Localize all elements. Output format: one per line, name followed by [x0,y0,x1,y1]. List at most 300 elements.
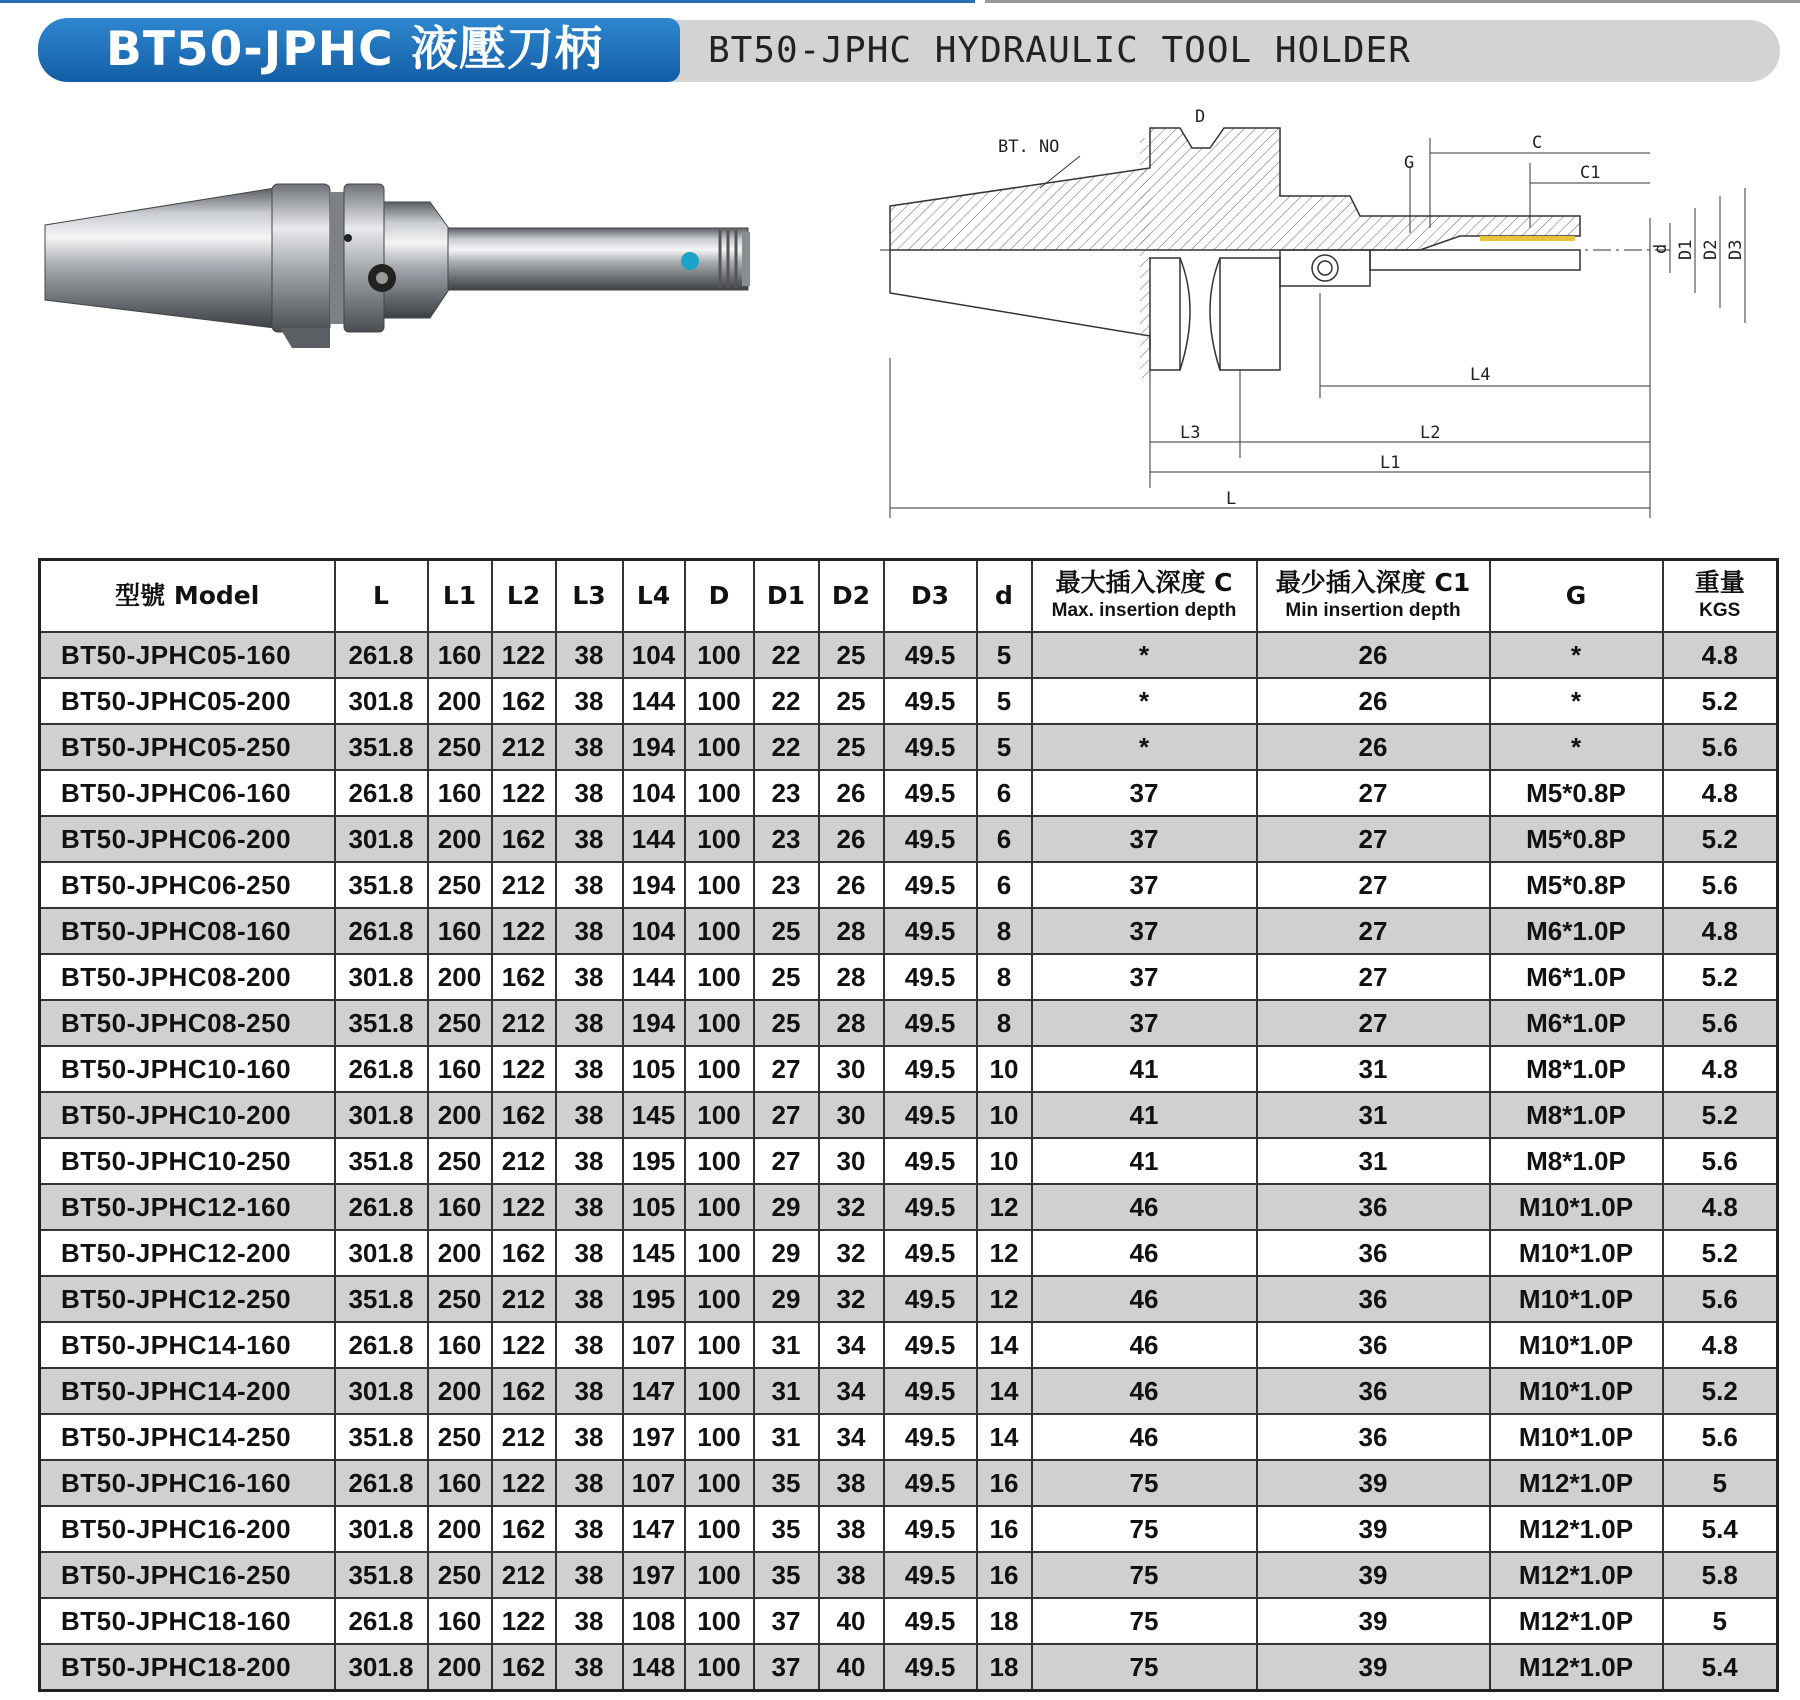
table-cell: 261.8 [335,1460,428,1506]
table-cell: 261.8 [335,1184,428,1230]
table-cell: 200 [428,1230,492,1276]
table-cell: 195 [623,1138,685,1184]
tool-holder-photo [30,150,830,410]
technical-drawing [880,108,1780,528]
table-cell: 162 [492,1644,556,1691]
table-cell: 46 [1032,1322,1257,1368]
table-cell: 14 [977,1368,1032,1414]
table-cell: * [1490,678,1663,724]
table-cell: 5.4 [1663,1506,1778,1552]
table-cell: 147 [623,1506,685,1552]
table-cell: 250 [428,1000,492,1046]
label-D2: D2 [1701,239,1721,260]
table-cell: 351.8 [335,862,428,908]
table-cell: * [1490,632,1663,678]
table-cell: 148 [623,1644,685,1691]
table-cell: 36 [1257,1322,1490,1368]
table-cell: 38 [556,1368,623,1414]
table-cell: 39 [1257,1460,1490,1506]
table-cell: 38 [819,1552,884,1598]
table-row [40,1414,1778,1460]
table-cell: 18 [977,1598,1032,1644]
table-cell: 5.2 [1663,1368,1778,1414]
table-cell: 194 [623,724,685,770]
table-cell: 160 [428,908,492,954]
table-cell: 36 [1257,1368,1490,1414]
table-cell: 27 [1257,862,1490,908]
table-cell: 38 [556,1000,623,1046]
table-cell: M5*0.8P [1490,862,1663,908]
table-cell: 250 [428,1138,492,1184]
table-cell: 122 [492,1046,556,1092]
model-cell: BT50-JPHC06-250 [40,862,335,908]
model-cell: BT50-JPHC06-160 [40,770,335,816]
table-cell: 32 [819,1230,884,1276]
column-header-label: d [995,581,1013,610]
table-cell: M5*0.8P [1490,816,1663,862]
table-cell: 100 [685,678,754,724]
table-cell: 25 [754,954,819,1000]
table-cell: 16 [977,1506,1032,1552]
table-cell: 250 [428,862,492,908]
table-cell: 38 [556,1322,623,1368]
table-cell: 212 [492,1138,556,1184]
table-cell: 100 [685,1598,754,1644]
table-cell: 49.5 [884,1460,977,1506]
table-cell: 100 [685,1184,754,1230]
model-cell: BT50-JPHC10-160 [40,1046,335,1092]
table-cell: 25 [754,908,819,954]
table-cell: 38 [556,1644,623,1691]
table-cell: 5 [1663,1598,1778,1644]
table-cell: 40 [819,1644,884,1691]
model-cell: BT50-JPHC08-200 [40,954,335,1000]
table-cell: 37 [1032,908,1257,954]
table-cell: 162 [492,816,556,862]
table-cell: 5.2 [1663,816,1778,862]
table-cell: 301.8 [335,1230,428,1276]
table-cell: 49.5 [884,1046,977,1092]
model-cell: BT50-JPHC14-250 [40,1414,335,1460]
table-cell: M10*1.0P [1490,1322,1663,1368]
table-cell: 8 [977,908,1032,954]
column-header [1490,560,1663,633]
model-cell: BT50-JPHC16-250 [40,1552,335,1598]
table-cell: 162 [492,1506,556,1552]
column-header [685,560,754,633]
table-cell: 8 [977,1000,1032,1046]
table-cell: 16 [977,1552,1032,1598]
table-cell: 38 [556,954,623,1000]
table-cell: 29 [754,1276,819,1322]
table-cell: 26 [1257,632,1490,678]
table-cell: 301.8 [335,816,428,862]
table-cell: 4.8 [1663,1184,1778,1230]
table-cell: 122 [492,632,556,678]
table-cell: 27 [1257,816,1490,862]
table-cell: 12 [977,1276,1032,1322]
table-cell: 46 [1032,1276,1257,1322]
table-cell: 38 [556,1506,623,1552]
table-cell: 37 [1032,816,1257,862]
table-cell: 38 [556,1460,623,1506]
table-cell: 212 [492,1000,556,1046]
table-cell: 34 [819,1368,884,1414]
table-cell: 31 [754,1368,819,1414]
table-cell: 250 [428,724,492,770]
table-cell: 4.8 [1663,1046,1778,1092]
table-cell: M6*1.0P [1490,1000,1663,1046]
table-cell: 46 [1032,1368,1257,1414]
table-cell: 6 [977,862,1032,908]
table-cell: 23 [754,816,819,862]
table-cell: 144 [623,816,685,862]
table-cell: 46 [1032,1414,1257,1460]
table-cell: 31 [1257,1046,1490,1092]
table-cell: 5 [977,632,1032,678]
table-cell: M12*1.0P [1490,1506,1663,1552]
table-cell: 5 [977,678,1032,724]
table-cell: 122 [492,1460,556,1506]
table-cell: 49.5 [884,1322,977,1368]
table-cell: 38 [819,1460,884,1506]
label-L1: L1 [1380,453,1401,473]
table-cell: 301.8 [335,1644,428,1691]
table-cell: 100 [685,1644,754,1691]
table-cell: 5.8 [1663,1552,1778,1598]
table-cell: 36 [1257,1230,1490,1276]
label-L3: L3 [1180,423,1201,443]
table-cell: 26 [819,816,884,862]
table-cell: M8*1.0P [1490,1138,1663,1184]
table-cell: 261.8 [335,1046,428,1092]
table-cell: 35 [754,1506,819,1552]
label-C: C [1532,133,1543,153]
table-cell: 4.8 [1663,632,1778,678]
table-cell: 37 [1032,770,1257,816]
table-cell: 200 [428,954,492,1000]
table-cell: 26 [1257,724,1490,770]
table-cell: * [1032,724,1257,770]
table-cell: 160 [428,1184,492,1230]
table-cell: 5.6 [1663,1276,1778,1322]
table-row [40,632,1778,678]
table-cell: 194 [623,862,685,908]
table-cell: 100 [685,1552,754,1598]
column-header [1257,560,1490,633]
table-cell: 75 [1032,1552,1257,1598]
table-cell: 351.8 [335,1552,428,1598]
table-cell: 100 [685,862,754,908]
column-header-label: 型號 Model [115,581,260,610]
table-cell: 160 [428,1046,492,1092]
table-cell: M6*1.0P [1490,954,1663,1000]
table-cell: 27 [1257,770,1490,816]
model-cell: BT50-JPHC10-250 [40,1138,335,1184]
table-cell: 18 [977,1644,1032,1691]
table-cell: 147 [623,1368,685,1414]
table-cell: 351.8 [335,1276,428,1322]
table-cell: 49.5 [884,678,977,724]
column-header-label: G [1565,581,1587,610]
table-cell: 162 [492,1092,556,1138]
table-cell: 104 [623,770,685,816]
table-row [40,1644,1778,1691]
column-header [556,560,623,633]
table-cell: 100 [685,1000,754,1046]
table-cell: 4.8 [1663,770,1778,816]
table-cell: 75 [1032,1506,1257,1552]
table-row [40,908,1778,954]
table-cell: * [1032,678,1257,724]
table-cell: 22 [754,632,819,678]
table-row [40,678,1778,724]
table-cell: 160 [428,632,492,678]
table-cell: M12*1.0P [1490,1598,1663,1644]
top-rule-blue [0,0,975,3]
table-cell: 301.8 [335,1506,428,1552]
table-cell: 100 [685,1046,754,1092]
column-header [884,560,977,633]
table-cell: 28 [819,908,884,954]
column-header-sublabel: Max. insertion depth [1051,600,1237,621]
table-cell: 144 [623,954,685,1000]
table-cell: 31 [1257,1092,1490,1138]
table-cell: 250 [428,1414,492,1460]
table-cell: 351.8 [335,724,428,770]
table-cell: 34 [819,1414,884,1460]
table-cell: 49.5 [884,954,977,1000]
model-cell: BT50-JPHC12-160 [40,1184,335,1230]
table-cell: 75 [1032,1460,1257,1506]
table-cell: 36 [1257,1276,1490,1322]
table-cell: 38 [556,678,623,724]
table-cell: 5 [977,724,1032,770]
table-row [40,1000,1778,1046]
model-cell: BT50-JPHC08-250 [40,1000,335,1046]
column-header [977,560,1032,633]
table-cell: 49.5 [884,816,977,862]
table-cell: 49.5 [884,1598,977,1644]
table-cell: 351.8 [335,1000,428,1046]
table-cell: 351.8 [335,1414,428,1460]
table-cell: M8*1.0P [1490,1046,1663,1092]
table-cell: 49.5 [884,1644,977,1691]
label-G: G [1404,153,1415,173]
table-cell: 301.8 [335,678,428,724]
table-cell: 27 [1257,908,1490,954]
table-row [40,1506,1778,1552]
table-cell: 122 [492,1322,556,1368]
table-cell: 46 [1032,1230,1257,1276]
table-cell: 38 [556,1046,623,1092]
table-cell: 49.5 [884,1276,977,1322]
column-header [335,560,428,633]
table-cell: 49.5 [884,1138,977,1184]
table-cell: 49.5 [884,1414,977,1460]
table-cell: 301.8 [335,954,428,1000]
table-cell: M10*1.0P [1490,1414,1663,1460]
table-cell: 37 [754,1598,819,1644]
table-cell: 38 [556,862,623,908]
table-cell: 5.2 [1663,1230,1778,1276]
table-row [40,770,1778,816]
column-header [623,560,685,633]
column-header-label: D2 [831,581,871,610]
table-cell: 100 [685,1138,754,1184]
column-header [428,560,492,633]
column-header-label: L1 [442,581,477,610]
table-cell: 5.2 [1663,954,1778,1000]
table-cell: 49.5 [884,1092,977,1138]
table-cell: M5*0.8P [1490,770,1663,816]
table-cell: 200 [428,816,492,862]
table-cell: 39 [1257,1644,1490,1691]
table-cell: 194 [623,1000,685,1046]
table-cell: 100 [685,632,754,678]
table-cell: 100 [685,1276,754,1322]
table-cell: 36 [1257,1414,1490,1460]
table-row [40,1368,1778,1414]
table-cell: 23 [754,862,819,908]
table-cell: 100 [685,954,754,1000]
table-cell: 38 [556,816,623,862]
table-row [40,1184,1778,1230]
table-cell: 41 [1032,1138,1257,1184]
label-D1: D1 [1676,239,1696,260]
table-cell: M10*1.0P [1490,1184,1663,1230]
table-row [40,862,1778,908]
table-cell: 212 [492,1276,556,1322]
table-cell: 40 [819,1598,884,1644]
table-cell: M12*1.0P [1490,1552,1663,1598]
table-cell: 37 [1032,1000,1257,1046]
table-cell: 162 [492,1368,556,1414]
column-header-label: 重量 [1694,568,1745,597]
model-cell: BT50-JPHC12-200 [40,1230,335,1276]
table-cell: 46 [1032,1184,1257,1230]
table-cell: 195 [623,1276,685,1322]
table-cell: 10 [977,1092,1032,1138]
table-cell: 12 [977,1230,1032,1276]
table-cell: 200 [428,678,492,724]
table-row [40,954,1778,1000]
table-cell: 38 [556,1230,623,1276]
table-cell: 351.8 [335,1138,428,1184]
table-cell: 144 [623,678,685,724]
table-row [40,724,1778,770]
table-cell: 26 [819,862,884,908]
table-cell: M10*1.0P [1490,1230,1663,1276]
model-cell: BT50-JPHC18-160 [40,1598,335,1644]
table-cell: 212 [492,724,556,770]
spec-table [38,558,1779,1692]
table-cell: 29 [754,1184,819,1230]
table-cell: 27 [1257,954,1490,1000]
table-cell: 35 [754,1552,819,1598]
table-cell: 5.2 [1663,678,1778,724]
table-cell: 200 [428,1644,492,1691]
table-row [40,1230,1778,1276]
table-cell: 31 [754,1414,819,1460]
model-cell: BT50-JPHC16-160 [40,1460,335,1506]
table-cell: 39 [1257,1506,1490,1552]
table-cell: 250 [428,1276,492,1322]
table-cell: 37 [1032,862,1257,908]
table-cell: 160 [428,770,492,816]
model-cell: BT50-JPHC05-200 [40,678,335,724]
table-cell: 122 [492,1184,556,1230]
table-cell: 107 [623,1460,685,1506]
table-cell: 49.5 [884,724,977,770]
table-cell: 16 [977,1460,1032,1506]
label-d: d [1651,243,1671,254]
table-header-row [40,560,1778,633]
model-cell: BT50-JPHC10-200 [40,1092,335,1138]
column-header [40,560,335,633]
table-row [40,1598,1778,1644]
table-cell: M12*1.0P [1490,1644,1663,1691]
table-row [40,1046,1778,1092]
table-cell: 107 [623,1322,685,1368]
table-row [40,1460,1778,1506]
model-cell: BT50-JPHC05-160 [40,632,335,678]
table-cell: 5.6 [1663,724,1778,770]
table-cell: 27 [754,1138,819,1184]
table-cell: 100 [685,816,754,862]
column-header-label: L4 [636,581,671,610]
table-cell: * [1032,632,1257,678]
table-cell: 261.8 [335,770,428,816]
table-cell: 49.5 [884,862,977,908]
table-cell: 5.6 [1663,862,1778,908]
table-cell: 34 [819,1322,884,1368]
table-cell: 197 [623,1552,685,1598]
table-cell: 27 [754,1092,819,1138]
table-cell: 14 [977,1414,1032,1460]
table-cell: 100 [685,1230,754,1276]
table-cell: 30 [819,1046,884,1092]
table-cell: 27 [754,1046,819,1092]
table-row [40,1092,1778,1138]
label-D3: D3 [1726,239,1746,260]
table-cell: 38 [556,1138,623,1184]
column-header [754,560,819,633]
column-header-label: D3 [910,581,950,610]
table-cell: 5.4 [1663,1644,1778,1691]
table-cell: 162 [492,954,556,1000]
table-cell: 25 [819,632,884,678]
table-cell: 41 [1032,1092,1257,1138]
table-cell: 14 [977,1322,1032,1368]
table-cell: 35 [754,1460,819,1506]
table-cell: 100 [685,1322,754,1368]
table-cell: 100 [685,1460,754,1506]
table-cell: 31 [1257,1138,1490,1184]
table-cell: 38 [556,1598,623,1644]
table-cell: 41 [1032,1046,1257,1092]
model-cell: BT50-JPHC06-200 [40,816,335,862]
column-header-label: 最大插入深度 C [1055,568,1233,597]
column-header [1032,560,1257,633]
table-cell: 100 [685,1414,754,1460]
table-cell: 39 [1257,1552,1490,1598]
top-rule-gray [985,0,1800,3]
table-cell: 250 [428,1552,492,1598]
table-cell: 38 [556,1184,623,1230]
table-cell: 105 [623,1046,685,1092]
table-cell: 28 [819,954,884,1000]
